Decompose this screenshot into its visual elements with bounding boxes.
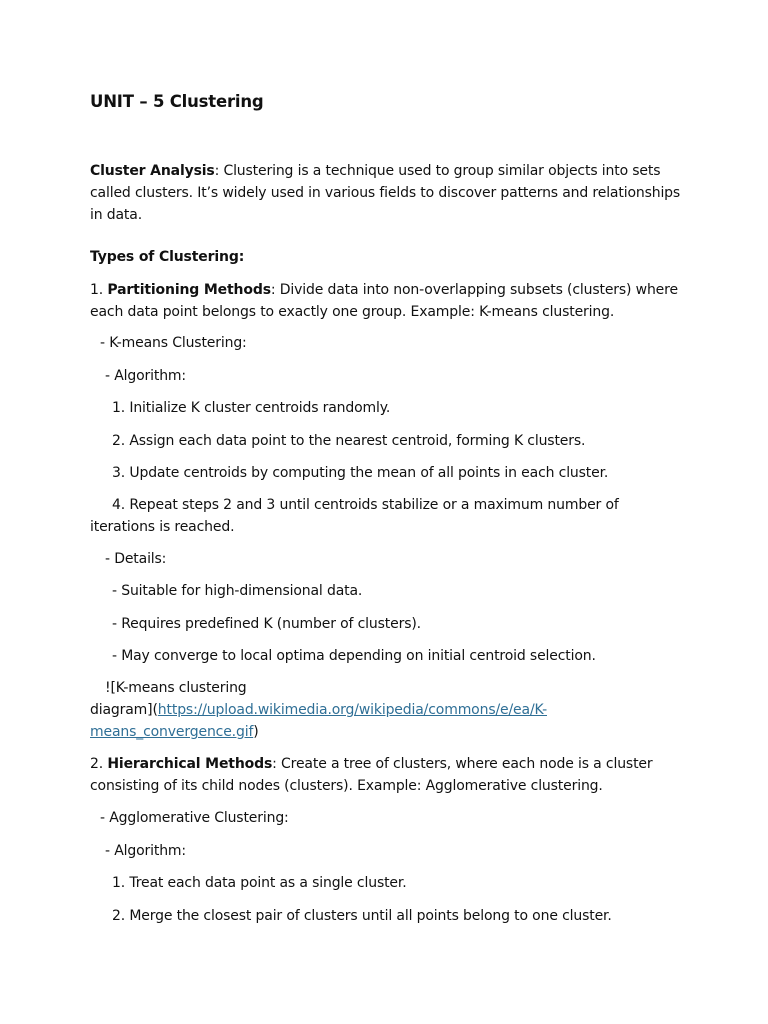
hierarchical-term: Hierarchical Methods bbox=[107, 756, 273, 772]
kmeans-heading: - K-means Clustering: bbox=[100, 335, 247, 351]
agglomerative-step-1: 1. Treat each data point as a single cluster. bbox=[112, 875, 407, 891]
page-title: UNIT – 5 Clustering bbox=[90, 92, 264, 111]
partitioning-prefix: 1. bbox=[90, 282, 108, 298]
intro-paragraph bbox=[90, 160, 682, 226]
kmeans-detail-2: - Requires predefined K (number of clusters). bbox=[112, 616, 421, 632]
kmeans-step-2: 2. Assign each data point to the nearest centroid, forming K clusters. bbox=[112, 433, 586, 449]
agglomerative-step-2: 2. Merge the closest pair of clusters until all points belong to one cluster. bbox=[112, 908, 612, 924]
kmeans-detail-1: - Suitable for high-dimensional data. bbox=[112, 583, 363, 599]
kmeans-image-link[interactable]: https://upload.wikimedia.org/wikipedia/commons/e/ea/K- means_convergence.gif bbox=[90, 702, 547, 740]
hierarchical-paragraph bbox=[90, 753, 682, 797]
kmeans-step-1: 1. Initialize K cluster centroids randomly. bbox=[112, 400, 391, 416]
partitioning-term: Partitioning Methods bbox=[107, 282, 271, 298]
image-link-lines: diagram](https://upload.wikimedia.org/wikipedia/commons/e/ea/K- means_convergence.gif) bbox=[90, 702, 547, 740]
agglomerative-algorithm-label: - Algorithm: bbox=[105, 843, 186, 859]
types-heading: Types of Clustering: bbox=[90, 249, 245, 265]
kmeans-details-label: - Details: bbox=[105, 551, 167, 567]
kmeans-step-4: 4. Repeat steps 2 and 3 until centroids stabilize or a maximum number of iterations is reached. bbox=[90, 497, 619, 535]
hierarchical-prefix: 2. bbox=[90, 756, 108, 772]
partitioning-text: : Divide data into non-overlapping subsets (clusters) where each data point belongs to exactly one group. Example: K-means clustering. bbox=[90, 282, 678, 320]
kmeans-detail-3: - May converge to local optima depending on initial centroid selection. bbox=[112, 648, 596, 664]
kmeans-image-markdown bbox=[90, 677, 560, 743]
kmeans-algorithm-label: - Algorithm: bbox=[105, 368, 186, 384]
intro-term: Cluster Analysis bbox=[90, 163, 215, 179]
intro-text: : Clustering is a technique used to group similar objects into sets called clusters. It’s widely used in various fields to discover patterns and relationships in data. bbox=[90, 163, 681, 223]
image-alt-line: ![K-means clustering bbox=[105, 680, 247, 696]
kmeans-step-3: 3. Update centroids by computing the mean of all points in each cluster. bbox=[112, 465, 609, 481]
partitioning-paragraph bbox=[90, 279, 682, 323]
agglomerative-heading: - Agglomerative Clustering: bbox=[100, 810, 289, 826]
hierarchical-text: : Create a tree of clusters, where each node is a cluster consisting of its child nodes (clusters). Example: Agglomerative clustering. bbox=[90, 756, 653, 794]
